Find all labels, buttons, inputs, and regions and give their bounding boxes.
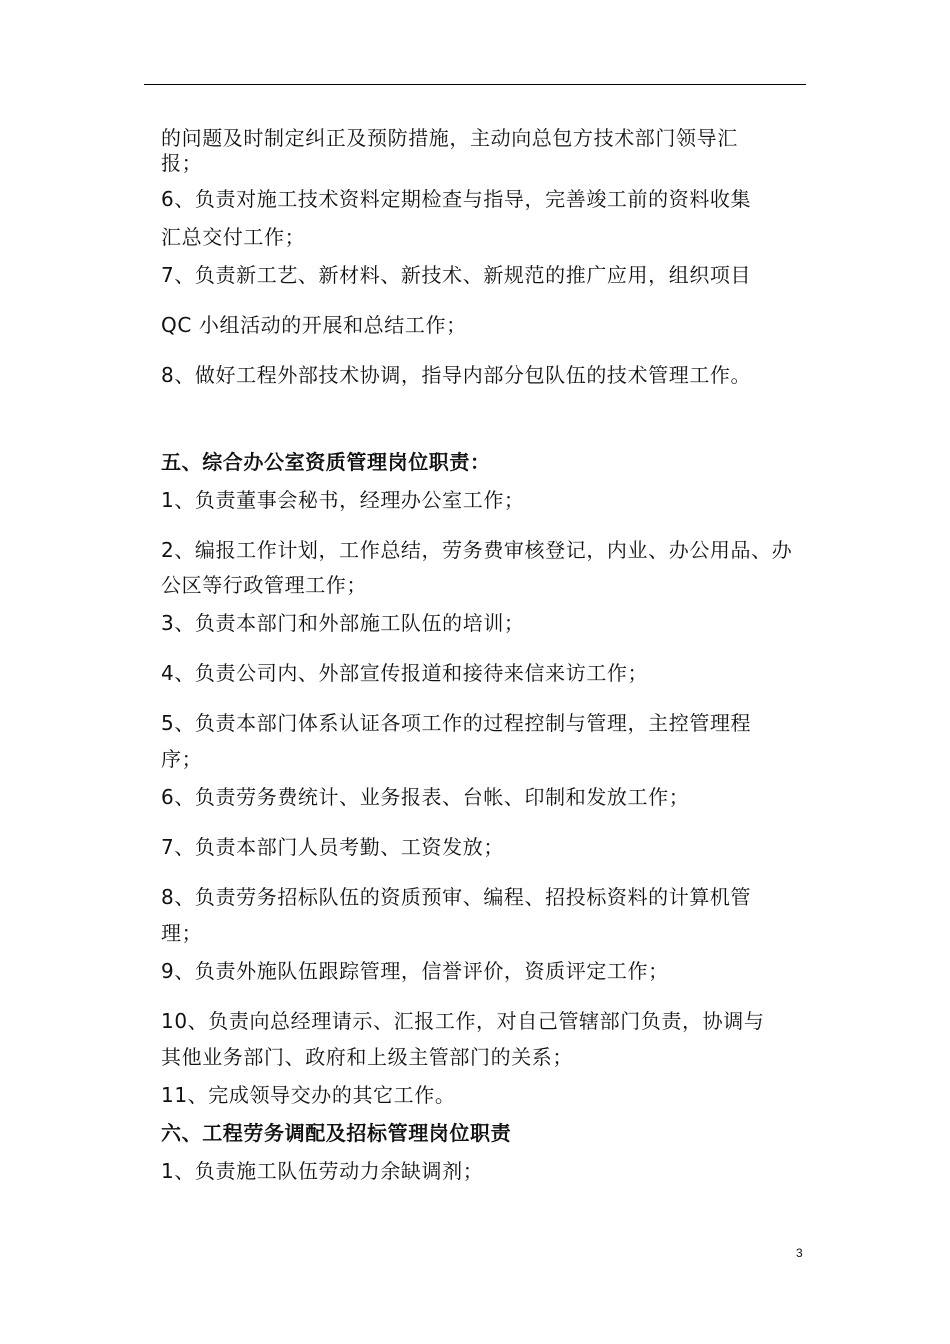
body-line: 的问题及时制定纠正及预防措施，主动向总包方技术部门领导汇 [161,126,738,150]
body-line: 报； [161,151,203,175]
page-number: 3 [796,1246,803,1260]
list-item: 6、负责劳务费统计、业务报表、台帐、印制和发放工作； [161,785,690,809]
list-item: 1、负责董事会秘书，经理办公室工作； [161,488,525,512]
list-item: 1、负责施工队伍劳动力余缺调剂； [161,1159,484,1183]
list-item: 11、完成领导交办的其它工作。 [161,1083,456,1107]
list-item: 7、负责新工艺、新材料、新技术、新规范的推广应用，组织项目 [161,263,752,287]
list-item: 10、负责向总经理请示、汇报工作，对自己管辖部门负责，协调与 [161,1009,765,1033]
list-item: 8、做好工程外部技术协调，指导内部分包队伍的技术管理工作。 [161,363,752,387]
body-line: 公区等行政管理工作； [161,573,367,597]
body-line: 理； [161,921,203,945]
list-item: 3、负责本部门和外部施工队伍的培训； [161,611,525,635]
section-heading: 五、综合办公室资质管理岗位职责： [161,450,491,474]
body-line: QC 小组活动的开展和总结工作； [161,313,467,337]
body-line: 其他业务部门、政府和上级主管部门的关系； [161,1045,573,1069]
list-item: 2、编报工作计划，工作总结，劳务费审核登记，内业、办公用品、办 [161,538,793,562]
list-item: 9、负责外施队伍跟踪管理，信誉评价，资质评定工作； [161,959,669,983]
list-item: 6、负责对施工技术资料定期检查与指导，完善竣工前的资料收集 [161,187,752,211]
body-line: 汇总交付工作； [161,225,306,249]
section-heading: 六、工程劳务调配及招标管理岗位职责 [161,1121,512,1145]
list-item: 4、负责公司内、外部宣传报道和接待来信来访工作； [161,661,649,685]
list-item: 7、负责本部门人员考勤、工资发放； [161,835,504,859]
list-item: 8、负责劳务招标队伍的资质预审、编程、招投标资料的计算机管 [161,885,752,909]
body-line: 序； [161,747,203,771]
list-item: 5、负责本部门体系认证各项工作的过程控制与管理，主控管理程 [161,711,752,735]
header-rule [144,84,806,85]
